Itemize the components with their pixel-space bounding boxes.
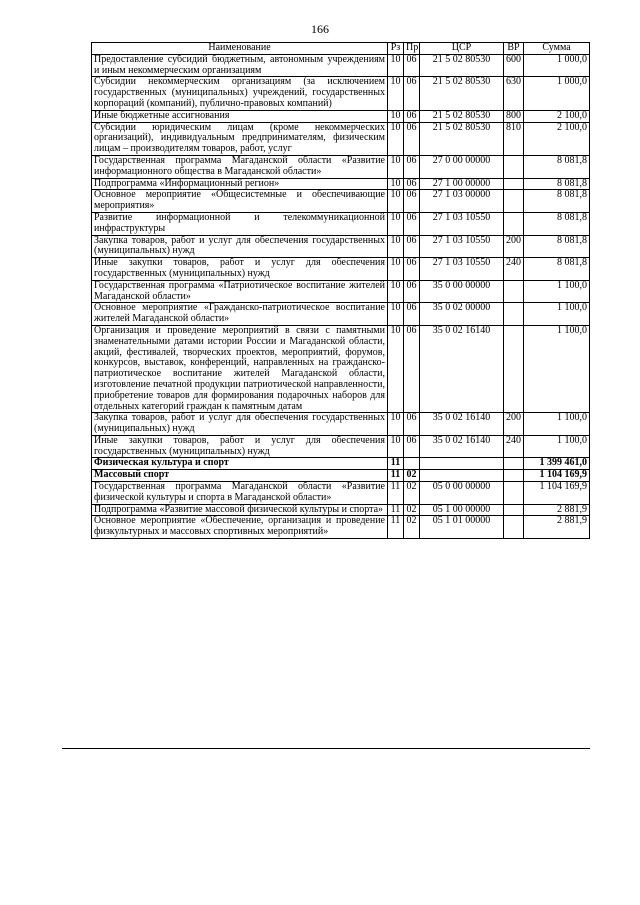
table-row <box>92 504 590 516</box>
cell-pr: 06 <box>404 77 420 110</box>
cell-csr: 27 1 03 10550 <box>420 258 504 281</box>
cell-rz: 10 <box>388 435 404 458</box>
cell-vr <box>504 516 524 539</box>
cell-vr <box>504 504 524 516</box>
cell-csr: 21 5 02 80530 <box>420 54 504 77</box>
cell-vr <box>504 458 524 470</box>
cell-csr: 27 1 03 10550 <box>420 212 504 235</box>
cell-vr: 810 <box>504 122 524 155</box>
cell-sum: 8 081,8 <box>524 235 590 258</box>
table-row <box>92 303 590 326</box>
cell-rz: 10 <box>388 77 404 110</box>
cell-rz: 10 <box>388 178 404 190</box>
cell-rz: 10 <box>388 235 404 258</box>
cell-csr: 27 0 00 00000 <box>420 155 504 178</box>
cell-pr: 06 <box>404 155 420 178</box>
cell-name: Развитие информационной и телекоммуникационной инфраструктуры <box>92 212 388 235</box>
cell-sum: 1 000,0 <box>524 54 590 77</box>
cell-vr: 200 <box>504 413 524 436</box>
cell-sum: 2 100,0 <box>524 122 590 155</box>
cell-csr: 35 0 02 16140 <box>420 413 504 436</box>
header-csr: ЦСР <box>420 43 504 55</box>
cell-rz: 10 <box>388 280 404 303</box>
cell-sum: 1 100,0 <box>524 325 590 412</box>
cell-pr: 06 <box>404 235 420 258</box>
table-row <box>92 110 590 122</box>
cell-rz: 11 <box>388 470 404 482</box>
cell-csr: 35 0 02 00000 <box>420 303 504 326</box>
header-name: Наименование <box>92 43 388 55</box>
cell-csr: 05 1 01 00000 <box>420 516 504 539</box>
table-row <box>92 190 590 213</box>
cell-sum: 1 104 169,9 <box>524 482 590 505</box>
cell-pr: 06 <box>404 280 420 303</box>
table-row <box>92 178 590 190</box>
cell-pr: 06 <box>404 303 420 326</box>
cell-rz: 11 <box>388 504 404 516</box>
cell-sum: 1 100,0 <box>524 435 590 458</box>
cell-sum: 1 000,0 <box>524 77 590 110</box>
cell-name: Основное мероприятие «Общесистемные и обеспечивающие мероприятия» <box>92 190 388 213</box>
cell-vr <box>504 303 524 326</box>
cell-sum: 8 081,8 <box>524 178 590 190</box>
cell-name: Основное мероприятие «Гражданско-патриотическое воспитание жителей Магаданской области» <box>92 303 388 326</box>
table-row <box>92 458 590 470</box>
cell-rz: 10 <box>388 413 404 436</box>
cell-pr: 02 <box>404 504 420 516</box>
cell-sum: 1 100,0 <box>524 413 590 436</box>
cell-rz: 10 <box>388 122 404 155</box>
table-row <box>92 413 590 436</box>
table-row <box>92 54 590 77</box>
cell-name: Государственная программа «Патриотическое воспитание жителей Магаданской области» <box>92 280 388 303</box>
cell-name: Физическая культура и спорт <box>92 458 388 470</box>
cell-csr: 35 0 00 00000 <box>420 280 504 303</box>
cell-rz: 10 <box>388 258 404 281</box>
cell-pr: 06 <box>404 413 420 436</box>
cell-rz: 11 <box>388 482 404 505</box>
cell-pr: 06 <box>404 110 420 122</box>
cell-name: Организация и проведение мероприятий в связи с памятными знаменательными датами истории России и Магаданской области, акций, фестивалей, творческих проектов, мероприятий, форумов, конкурсов, выставок, конференций, направленных на гражданско-патриотическое воспитание жителей Магаданской области, изготовление печатной продукции патриотической направленности, приобретение товаров для формирования подарочных наборов для отдельных категорий граждан к памятным датам <box>92 325 388 412</box>
cell-sum: 1 100,0 <box>524 280 590 303</box>
cell-rz: 10 <box>388 110 404 122</box>
cell-rz: 11 <box>388 458 404 470</box>
cell-pr: 06 <box>404 122 420 155</box>
cell-csr: 35 0 02 16140 <box>420 325 504 412</box>
cell-rz: 10 <box>388 212 404 235</box>
cell-vr <box>504 482 524 505</box>
cell-name: Массовый спорт <box>92 470 388 482</box>
cell-pr: 06 <box>404 178 420 190</box>
table-row <box>92 435 590 458</box>
cell-pr: 06 <box>404 258 420 281</box>
cell-vr: 240 <box>504 258 524 281</box>
cell-name: Субсидии некоммерческим организациям (за исключением государственных (муниципальных) учреждений, государственных корпораций (компаний), публично-правовых компаний) <box>92 77 388 110</box>
cell-name: Иные закупки товаров, работ и услуг для обеспечения государственных (муниципальных) нужд <box>92 258 388 281</box>
table-row <box>92 325 590 412</box>
cell-sum: 1 104 169,9 <box>524 470 590 482</box>
table-row <box>92 212 590 235</box>
header-rz: Рз <box>388 43 404 55</box>
table-row <box>92 516 590 539</box>
cell-rz: 10 <box>388 325 404 412</box>
cell-csr: 21 5 02 80530 <box>420 77 504 110</box>
cell-vr: 240 <box>504 435 524 458</box>
cell-sum: 1 399 461,0 <box>524 458 590 470</box>
cell-csr: 35 0 02 16140 <box>420 435 504 458</box>
cell-rz: 11 <box>388 516 404 539</box>
table-row <box>92 155 590 178</box>
table-row <box>92 482 590 505</box>
footer-rule <box>62 748 590 749</box>
cell-vr <box>504 470 524 482</box>
cell-name: Государственная программа Магаданской области «Развитие информационного общества в Магаданской области» <box>92 155 388 178</box>
cell-vr <box>504 212 524 235</box>
cell-csr: 27 1 03 10550 <box>420 235 504 258</box>
cell-sum: 8 081,8 <box>524 212 590 235</box>
cell-name: Закупка товаров, работ и услуг для обеспечения государственных (муниципальных) нужд <box>92 235 388 258</box>
table-row <box>92 470 590 482</box>
cell-vr: 600 <box>504 54 524 77</box>
cell-csr <box>420 470 504 482</box>
table-body <box>92 54 590 538</box>
cell-pr: 02 <box>404 482 420 505</box>
cell-name: Государственная программа Магаданской области «Развитие физической культуры и спорта в Магаданской области» <box>92 482 388 505</box>
cell-pr: 02 <box>404 470 420 482</box>
cell-csr <box>420 458 504 470</box>
cell-name: Иные бюджетные ассигнования <box>92 110 388 122</box>
budget-table <box>91 42 590 539</box>
cell-name: Закупка товаров, работ и услуг для обеспечения государственных (муниципальных) нужд <box>92 413 388 436</box>
cell-sum: 1 100,0 <box>524 303 590 326</box>
cell-name: Предоставление субсидий бюджетным, автономным учреждениям и иным некоммерческим организациям <box>92 54 388 77</box>
cell-pr: 06 <box>404 212 420 235</box>
cell-sum: 8 081,8 <box>524 155 590 178</box>
cell-pr: 06 <box>404 435 420 458</box>
cell-pr: 02 <box>404 516 420 539</box>
cell-vr: 630 <box>504 77 524 110</box>
cell-sum: 8 081,8 <box>524 258 590 281</box>
cell-csr: 21 5 02 80530 <box>420 122 504 155</box>
cell-sum: 8 081,8 <box>524 190 590 213</box>
cell-vr <box>504 155 524 178</box>
cell-name: Основное мероприятие «Обеспечение, организация и проведение физкультурных и массовых спортивных мероприятий» <box>92 516 388 539</box>
table-row <box>92 122 590 155</box>
cell-pr: 06 <box>404 54 420 77</box>
header-vr: ВР <box>504 43 524 55</box>
cell-csr: 27 1 00 00000 <box>420 178 504 190</box>
cell-rz: 10 <box>388 303 404 326</box>
cell-rz: 10 <box>388 190 404 213</box>
cell-name: Иные закупки товаров, работ и услуг для обеспечения государственных (муниципальных) нужд <box>92 435 388 458</box>
cell-vr <box>504 280 524 303</box>
header-pr: Пр <box>404 43 420 55</box>
table-row <box>92 280 590 303</box>
cell-sum: 2 881,9 <box>524 516 590 539</box>
cell-vr <box>504 325 524 412</box>
cell-vr <box>504 178 524 190</box>
page-number: 166 <box>311 22 329 36</box>
cell-rz: 10 <box>388 54 404 77</box>
cell-pr: 06 <box>404 190 420 213</box>
table-row <box>92 235 590 258</box>
cell-name: Подпрограмма «Развитие массовой физической культуры и спорта» <box>92 504 388 516</box>
cell-csr: 27 1 03 00000 <box>420 190 504 213</box>
cell-name: Субсидии юридическим лицам (кроме некоммерческих организаций), индивидуальным предпринимателям, физическим лицам – производителям товаров, работ, услуг <box>92 122 388 155</box>
table-row <box>92 258 590 281</box>
cell-pr: 06 <box>404 325 420 412</box>
cell-sum: 2 881,9 <box>524 504 590 516</box>
cell-name: Подпрограмма «Информационный регион» <box>92 178 388 190</box>
cell-sum: 2 100,0 <box>524 110 590 122</box>
table-header-row <box>92 43 590 55</box>
cell-csr: 21 5 02 80530 <box>420 110 504 122</box>
cell-csr: 05 1 00 00000 <box>420 504 504 516</box>
cell-pr <box>404 458 420 470</box>
header-sum: Сумма <box>524 43 590 55</box>
cell-vr: 800 <box>504 110 524 122</box>
cell-vr <box>504 190 524 213</box>
table-row <box>92 77 590 110</box>
cell-rz: 10 <box>388 155 404 178</box>
cell-vr: 200 <box>504 235 524 258</box>
cell-csr: 05 0 00 00000 <box>420 482 504 505</box>
